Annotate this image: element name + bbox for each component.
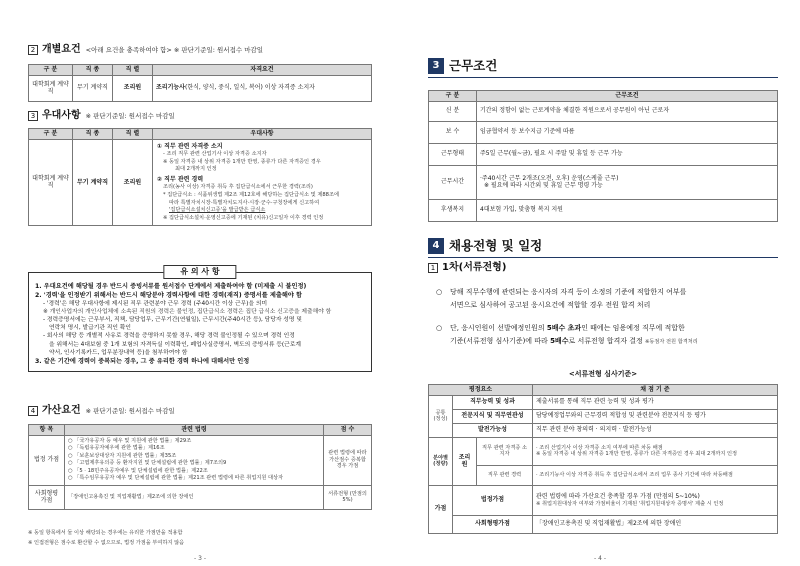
cell-value: 4대보험 가입, 맞춤형 복지 지원 [477, 199, 778, 221]
cell-cook: 조리원 [453, 437, 477, 485]
cell-value: 직무 관련 분야 창의력 · 의지력 · 발전가능성 [533, 423, 778, 437]
th-jikryeol: 직 렬 [113, 65, 153, 76]
th-element: 평정요소 [429, 385, 533, 396]
notice-line: - 경력증명서에는 근무부서, 직책, 담당업무, 근무기간(연월일), 근무시간(주40시간 등), 담당자 성명 및 [43, 316, 302, 323]
section-title: 1차(서류전형) [442, 262, 507, 273]
section-number: 4 [428, 238, 444, 254]
cell-jikryeol: 조리원 [113, 75, 153, 101]
cell-preference-detail: ① 직무 관련 자격증 소지 - 조리 직무 관련 산업기사 이상 자격증 소지자 ※ 동일 자격증 내 상위 자격증 1개만 반영, 종류가 다른 자격증인 경우 최대 2개까지 인정 ② 직무 관련 경력 조리(농사 이상) 자격증 취득 후 집단급식소에서 근무한 경력(조리) * 집단급식소 : 식품위생법 제2조 제12호에 해당하는 집단급식소 및 제88조에 따라 특별자치시장·특별자치도지사·시장·군수·구청장에게 신고하여 '집단급식소설치신고증'을 발급받은 급식소 ※ 집단급식소설치·운영신고증에 기재된 (치유)신고일자 이후 경력 인정 [153, 139, 372, 226]
work-conditions-table [428, 90, 778, 222]
section-recruitment [428, 238, 778, 258]
cell-value: 주5일 근무(월~금), 필요 시 주말 및 휴일 등 근무 가능 [477, 143, 778, 165]
bonus-table [28, 424, 372, 510]
section-preference [28, 110, 175, 123]
cell-key: 후생복지 [429, 199, 477, 221]
screening-criteria-title: <서류전형 심사기준> [568, 370, 638, 378]
paragraph-2: ○ 단, 응시인원이 선발예정인원의 5배수 초과인 때에는 임용예정 직무에 적합한 기준(서류전형 심사기준)에 따라 5배수로 서류전형 합격자 결정 ※동점자 전원 합격처리 [436, 324, 698, 345]
notice-box [28, 267, 372, 372]
footnote: ※ 동일 항목에서 둘 이상 해당되는 경우에는 유리한 가점만을 적용함 [28, 530, 183, 536]
cell-gubun: 대학회계 계약직 [29, 75, 73, 101]
cell-key: 보 수 [429, 121, 477, 143]
paragraph-1: ○ 당해 직무수행에 관련되는 응시자의 자격 등이 소정의 기준에 적합한지 여부를 서면으로 심사하여 공고된 응시요건에 적합할 경우 전원 합격 처리 [436, 288, 687, 309]
requirements-table [28, 64, 372, 102]
cell-value: 담당예정업무와의 근무경력 적합성 및 관련분야 전문지식 등 평가 [533, 409, 778, 423]
cell-category-legal: 법정 가점 [29, 435, 65, 485]
notice-line: 을 위해서는 4대보험 중 1개 보험의 자격득실 이력확인, 폐업사실증명서, 벽도의 증빙서류 등(근로계 [49, 341, 301, 348]
notice-line: - 회사의 해당 등 개별적 사유로 경력을 증명하지 못할 경우, 해당 경력 불인정될 수 있으며 경력 인정 [43, 333, 295, 340]
cell-category-social: 사회형평 가점 [29, 485, 65, 509]
section-number: 3 [428, 58, 444, 74]
cell-law-social: 「장애인고용촉진 및 직업재활법」제2조에 의한 장애인 [65, 485, 324, 509]
section-bonus [28, 405, 175, 418]
th-condition: 근무조건 [477, 91, 778, 102]
cell-value: · 조리기능사 이상 자격증 취득 후 집단급식소에서 조리 업무 종사 기간에 따라 차등배점 [533, 465, 778, 485]
section-title: 개별요건 [42, 44, 81, 55]
screening-criteria-table [428, 384, 778, 534]
th-law: 관련 법령 [65, 425, 324, 436]
notice-line: 3. 같은 기간에 경력이 중복되는 경우, 그 중 유리한 경력 하나에 대해서만 인정 [35, 358, 250, 366]
cell-key: 직무 관련 자격증 소지자 [477, 437, 533, 465]
section-number: 3 [28, 111, 38, 121]
section-note: ※ 판단기준일: 원서접수 마감일 [85, 112, 175, 120]
th-gubun: 구 분 [429, 91, 477, 102]
section-individual-requirements [28, 44, 263, 57]
section-title: 가산요건 [42, 405, 81, 416]
cell-value: 임금협약서 등 보수지급 기준에 따름 [477, 121, 778, 143]
th-item: 항 목 [29, 425, 65, 436]
right-page [400, 0, 800, 566]
cell-jikjong: 무기 계약직 [73, 75, 113, 101]
cell-key: 법정가점 [453, 485, 533, 515]
notice-line: 연락처 명시, 발급기관 직인 확인 [49, 325, 132, 332]
notice-line: - '경력'은 해당 우대사항에 제시된 직무 관련분야 근무 경력 (주40시간 이상 근무)을 의미 [43, 300, 268, 307]
notice-title: 유 의 사 항 [163, 265, 236, 279]
subsection-document-screening [428, 262, 511, 275]
th-score: 점 수 [324, 425, 372, 436]
cell-key: 발전가능성 [453, 423, 533, 437]
section-title: 근무조건 [449, 58, 498, 74]
th-jikryeol: 직 렬 [113, 129, 153, 140]
th-gubun: 구 분 [29, 129, 73, 140]
cell-value: · 조리 산업기사 이상 자격증 소지 여부에 따른 차등 배점 ※ 동일 자격증 내 상위 자격증 1개만 반영, 종류가 다른 자격증인 경우 최대 2개까지 인정 [533, 437, 778, 465]
footnote: ※ 인접전형은 점수로 환산할 수 없으므로, 법정 가점을 부여하지 않음 [28, 540, 185, 546]
th-criteria: 채 점 기 준 [533, 385, 778, 396]
notice-line: 2. '경력'을 인정받기 위해서는 반드시 해당분야 경력사항에 대한 경력(재직) 증명서를 제출해야 함 [35, 291, 302, 299]
page-number: - 3 - [194, 554, 206, 562]
section-title: 채용전형 및 일정 [449, 238, 543, 254]
cell-key: 전문지식 및 직무연관성 [453, 409, 533, 423]
cell-value: 제출서류를 통해 직무 관련 능력 및 성과 평가 [533, 395, 778, 409]
cell-gubun: 대학회계 계약직 [29, 139, 73, 226]
section-title: 우대사항 [42, 110, 81, 121]
section-number: 4 [28, 406, 38, 416]
cell-key: 직무능력 및 성과 [453, 395, 533, 409]
cell-key: 직무 관련 경력 [477, 465, 533, 485]
cell-bonus: 가점 [429, 485, 453, 533]
cell-key: 근무시간 [429, 165, 477, 199]
section-number: 1 [428, 263, 438, 273]
page-number: - 4 - [594, 554, 606, 562]
cell-value: 관련 법령에 따라 가산요건 충족할 경우 가점 (만점의 5~10%) ※ 취업지원대상자 여부와 가점비율이 기재된 '취업지원대상자 증명서' 제출 시 인정 [533, 485, 778, 515]
preference-table [28, 128, 372, 226]
cell-key: 근무형태 [429, 143, 477, 165]
cell-common: 공통 (정성) [429, 395, 453, 437]
th-jikjong: 직 종 [73, 65, 113, 76]
cell-laws: ○ 「국가유공자 등 예우 및 지원에 관한 법률」제29조 ○ 「독립유공자예우에 관한 법률」제16조 ○ 「보훈보상대상자 지원에 관한 법률」제35조 ○ 「고엽제후유의증 등 환자지원 및 단체설립에 관한 법률」제7조의9 ○ 「5 · 18민주유공자예우 및 단체설립에 관한 법률」제22조 ○ 「특수임무유공자 예우 및 단체설립에 관한 법률」제21조 관련 법령에 따른 취업지원 대상자 [65, 435, 324, 485]
section-work-conditions [428, 58, 778, 78]
notice-line: ※ 개인사업자의 개인사업체에 소속된 직원의 경력은 불인정, 집단급식소 경력은 집단 급식소 신고증을 제출해야 함 [43, 308, 332, 315]
th-requirement: 자격요건 [153, 65, 372, 76]
notice-line: 1. 우대요건에 해당될 경우 반드시 증빙서류를 원서접수 단계에서 제출하여야 함 (미제출 시 불인정) [35, 283, 307, 290]
th-preference: 우대사항 [153, 129, 372, 140]
cell-value: ·주40시간 근무 2개조(오전, 오후) 운영(스케줄 근무) ※ 필요에 따라 시간외 및 휴일 근무 명령 가능 [477, 165, 778, 199]
section-note: ※ 판단기준일: 원서접수 마감일 [85, 407, 175, 415]
cell-value: 기간의 정함이 없는 근로계약을 체결한 직원으로서 공무원이 아닌 근로자 [477, 101, 778, 121]
cell-score-social: 서류전형 (만점의 5%) [324, 485, 372, 509]
notice-line: 약서, 인사기록카드, 업무분장내역 등)을 첨부하여야 함 [49, 349, 188, 356]
cell-score-legal: 관련 법령에 따라 가산점수 증복합 경우 가점 [324, 435, 372, 485]
section-number: 2 [28, 45, 38, 55]
cell-jikryeol: 조리원 [113, 139, 153, 226]
cell-requirement: 조리기능사(한식, 양식, 중식, 일식, 복어) 이상 자격증 소지자 [153, 75, 372, 101]
cell-key: 사회형평가점 [453, 515, 533, 533]
th-jikjong: 직 종 [73, 129, 113, 140]
cell-key: 신 분 [429, 101, 477, 121]
cell-value: 「장애인고용촉진 및 직업재활법」제2조에 의한 장애인 [533, 515, 778, 533]
cell-jikjong: 무기 계약직 [73, 139, 113, 226]
th-gubun: 구 분 [29, 65, 73, 76]
cell-field: 분야별 (정량) [429, 437, 453, 485]
section-note: <아래 요건을 충족하여야 함> ※ 판단기준일: 원서접수 마감일 [85, 46, 264, 54]
